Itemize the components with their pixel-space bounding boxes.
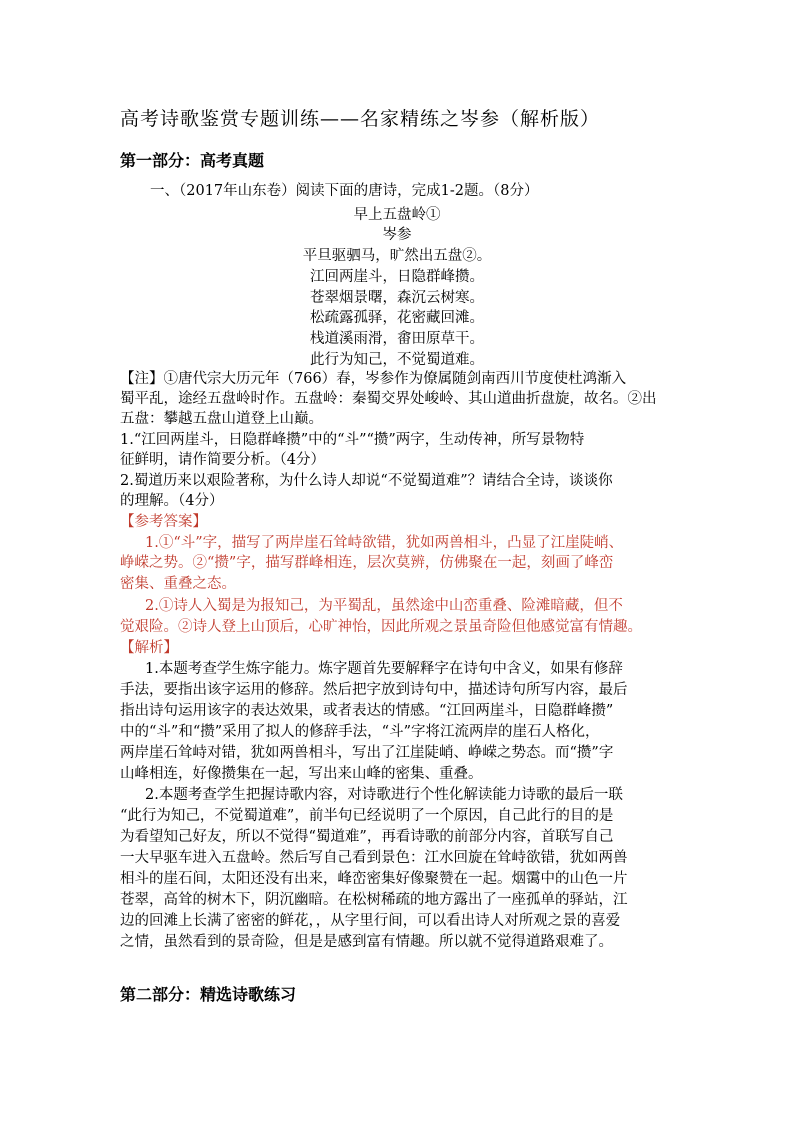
analysis-line: 边的回滩上长满了密密的鲜花，，从字里行间，可以看出诗人对所观之景的喜爱 [120,913,621,929]
question-1: 征鲜明，请作简要分析。（4分） [120,452,325,468]
answer-line: 2.①诗人入蜀是为报知己，为平蜀乱，虽然途中山峦重叠、险滩暗藏，但不 [145,598,623,614]
answer-label: 【参考答案】 [120,514,207,530]
analysis-line: 为看望知己好友，所以不觉得“蜀道难”，再看诗歌的前部分内容，首联写自己 [120,829,614,845]
poem-title: 早上五盘岭① [353,207,441,223]
poem-line: 松疏露孤驿，花密藏回滩。 [310,310,484,326]
analysis-line: 苍翠，高耸的树木下，阴沉幽暗。在松树稀疏的地方露出了一座孤单的驿站，江 [120,892,628,908]
analysis-line: 手法，要指出该字运用的修辞。然后把字放到诗句中，描述诗句所写内容，最后 [120,682,628,698]
answer-line: 1.①“斗”字，描写了两岸崖石耸峙欲错，犹如两兽相斗，凸显了江崖陡峭、 [145,535,624,551]
question-1: 1.“江回两崖斗，日隐群峰攒”中的“斗”“攒”两字，生动传神，所写景物特 [120,432,585,448]
analysis-line: 之情，虽然看到的景奇险，但是是感到富有情趣。所以就不觉得道路艰难了。 [120,934,613,950]
note-line: 五盘：攀越五盘山道登上山巅。 [120,411,323,427]
poem-line: 江回两崖斗，日隐群峰攒。 [310,269,484,285]
question-intro: 一、（2017年山东卷）阅读下面的唐诗，完成1-2题。（8分） [150,183,539,199]
note-line: 蜀平乱，途经五盘岭时作。五盘岭：秦蜀交界处峻岭、其山道曲折盘旋，故名。②出 [120,391,657,407]
analysis-line: 相斗的崖石间，太阳还没有出来，峰峦密集好像聚赞在一起。烟霭中的山色一片 [120,871,628,887]
document-title: 高考诗歌鉴赏专题训练——名家精练之岑参（解析版） [120,108,601,130]
question-2: 的理解。（4分） [120,493,224,509]
poem-line: 栈道溪雨滑，畬田原草干。 [310,331,484,347]
answer-line: 峥嵘之势。②“攒”字，描写群峰相连，层次莫辨，仿佛聚在一起，刻画了峰峦 [120,555,614,571]
answer-line: 觉艰险。②诗人登上山顶后，心旷神怡，因此所观之景虽奇险但他感觉富有情趣。 [120,619,642,635]
poem-author: 岑参 [382,227,412,243]
analysis-line: 中的“斗”和“攒”采用了拟人的修辞手法，“斗”字将江流两岸的崖石人格化， [120,724,600,740]
analysis-line: 两岸崖石耸峙对错，犹如两兽相斗，写出了江崖陡峭、峥嵘之势态。而“攒”字 [120,745,614,761]
analysis-line: 指出诗句运用该字的表达效果，或者表达的情感。“江回两崖斗，日隐群峰攒” [120,703,614,719]
analysis-line: 一大早驱车进入五盘岭。然后写自己看到景色：江水回旋在耸峙欲错，犹如两兽 [120,850,628,866]
analysis-line: “此行为知己，不觉蜀道难”，前半句已经说明了一个原因，自己此行的目的是 [120,808,614,824]
analysis-line: 2.本题考查学生把握诗歌内容，对诗歌进行个性化解读能力诗歌的最后一联 [145,787,623,803]
poem-line: 平旦驱驷马，旷然出五盘②。 [302,248,492,264]
question-2: 2.蜀道历来以艰险著称，为什么诗人却说“不觉蜀道难”？请结合全诗，谈谈你 [120,473,613,489]
answer-line: 密集、重叠之态。 [120,576,236,592]
part1-heading: 第一部分：高考真题 [120,151,265,170]
analysis-line: 1.本题考查学生炼字能力。炼字题首先要解释字在诗句中含义，如果有修辞 [145,661,623,677]
poem-line: 苍翠烟景曙，森沉云树寒。 [310,290,484,306]
analysis-label: 【解析】 [120,640,178,656]
part2-heading: 第二部分：精选诗歌练习 [120,985,297,1004]
note-line: 【注】①唐代宗大历元年（766）春，岑参作为僚属随剑南西川节度使杜鸿渐入 [120,371,627,387]
analysis-line: 山峰相连，好像攒集在一起，写出来山峰的密集、重叠。 [120,766,483,782]
poem-line: 此行为知己，不觉蜀道难。 [310,352,484,368]
